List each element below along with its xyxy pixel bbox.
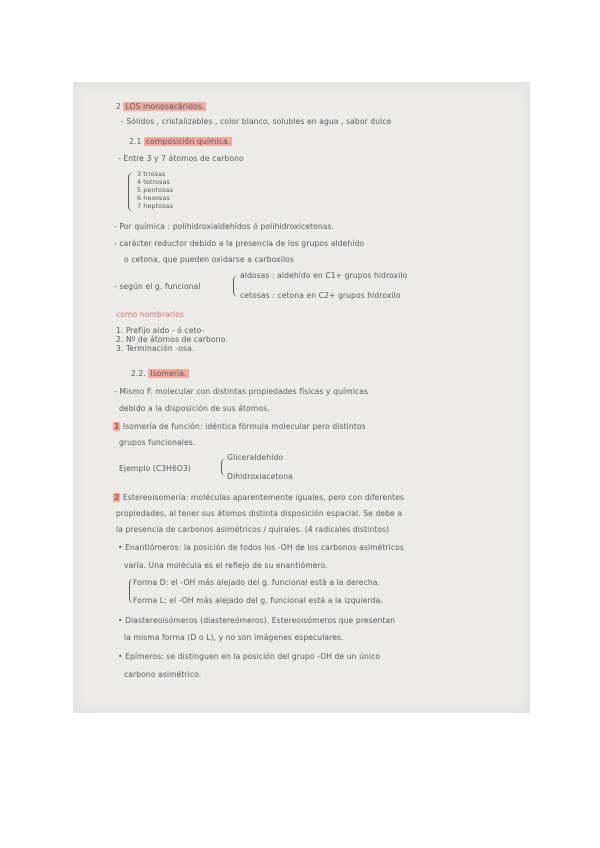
- nomenclature-title: como nombrarlos: [116, 310, 185, 319]
- note-line: Forma D: el -OH más alejado del g. funcional está a la derecha.: [133, 578, 381, 587]
- point-text: Isomería de función: idéntica fórmula molecular pero distintos: [122, 422, 366, 431]
- brace: [221, 458, 226, 476]
- note-line: • Diastereoisómeros (diastereómeros). Estereoisómeros que presentan: [118, 616, 396, 625]
- type-item: 5 pentosas: [137, 186, 174, 194]
- subsection-title: Isomería.: [150, 369, 187, 378]
- example-item: Dihidroxiacetona: [227, 472, 293, 481]
- note-line: [113, 422, 366, 431]
- brace: [128, 172, 135, 212]
- subsection-title: composición química.: [145, 137, 231, 146]
- subsection-number: 2.2.: [131, 369, 146, 378]
- example-label: Ejemplo (C3H6O3): [119, 464, 191, 473]
- note-line: - carácter reductor debido a la presencia de los grupos aldehído: [114, 239, 365, 248]
- brace: [233, 275, 238, 297]
- note-line: o cetona, que pueden oxidarse a carboxilos: [124, 255, 294, 264]
- point-number: 1: [114, 422, 120, 431]
- point-number: 2: [114, 493, 120, 502]
- nomenclature-item: 3. Terminación -osa.: [116, 344, 195, 353]
- nomenclature-item: 1. Prefijo aldo - ó ceto-: [116, 326, 205, 335]
- subsection-heading: [129, 137, 232, 146]
- note-line: la misma forma (D o L), y no son imágenes especulares.: [124, 633, 344, 642]
- section-number: 2: [116, 102, 121, 111]
- example-item: Gliceraldehído: [227, 453, 284, 462]
- note-line: - Sólidos , cristalizables , color blanco, solubles en agua , sabor dulce: [121, 117, 392, 126]
- subsection-heading: [131, 369, 189, 378]
- note-line: varía. Una molécula es el reflejo de su enantiómero.: [124, 561, 328, 570]
- note-line: grupos funcionales.: [119, 438, 196, 447]
- note-line: aldosas : aldehído en C1+ grupos hidroxilo: [240, 271, 408, 280]
- note-line: - según el g. funcional: [114, 282, 201, 291]
- note-line: [113, 493, 404, 502]
- note-line: - Por química : polihidroxialdehídos ó polihidroxicetonas.: [114, 222, 335, 231]
- subsection-number: 2.1: [129, 137, 142, 146]
- note-line: cetosas : cetona en C2+ grupos hidroxilo: [240, 291, 401, 300]
- notebook-page: [73, 82, 530, 713]
- type-item: 3 triosas: [137, 170, 166, 178]
- type-item: 4 tetrosas: [137, 178, 171, 186]
- note-line: • Enantiómeros: la posición de todos los -OH de los carbonos asimétricos: [118, 543, 404, 552]
- note-line: carbono asimétrico.: [124, 670, 202, 679]
- section-title: LOS monosacáridos.: [125, 102, 205, 111]
- note-line: la presencia de carbonos asimétricos / quirales. (4 radicales distintos): [116, 525, 390, 534]
- type-item: 6 hexosas: [137, 194, 170, 202]
- note-line: • Epímeros: se distinguen en la posición del grupo -OH de un único: [118, 652, 381, 661]
- note-line: - Entre 3 y 7 átomos de carbono: [118, 154, 244, 163]
- note-line: debido a la disposición de sus átomos.: [119, 404, 270, 413]
- note-line: Forma L: el -OH más alejado del g. funcional está a la izquierda.: [133, 596, 383, 605]
- point-text: Estereoisomería: moléculas aparentemente iguales, pero con diferentes: [122, 493, 405, 502]
- note-line: propiedades, al tener sus átomos distinta disposición espacial. Se debe a: [116, 509, 403, 518]
- note-line: - Mismo F. molecular con distintas propiedades físicas y químicas: [114, 387, 368, 396]
- section-heading: [116, 102, 206, 111]
- nomenclature-item: 2. Nº de átomos de carbono.: [116, 335, 228, 344]
- type-item: 7 heptosas: [137, 202, 174, 210]
